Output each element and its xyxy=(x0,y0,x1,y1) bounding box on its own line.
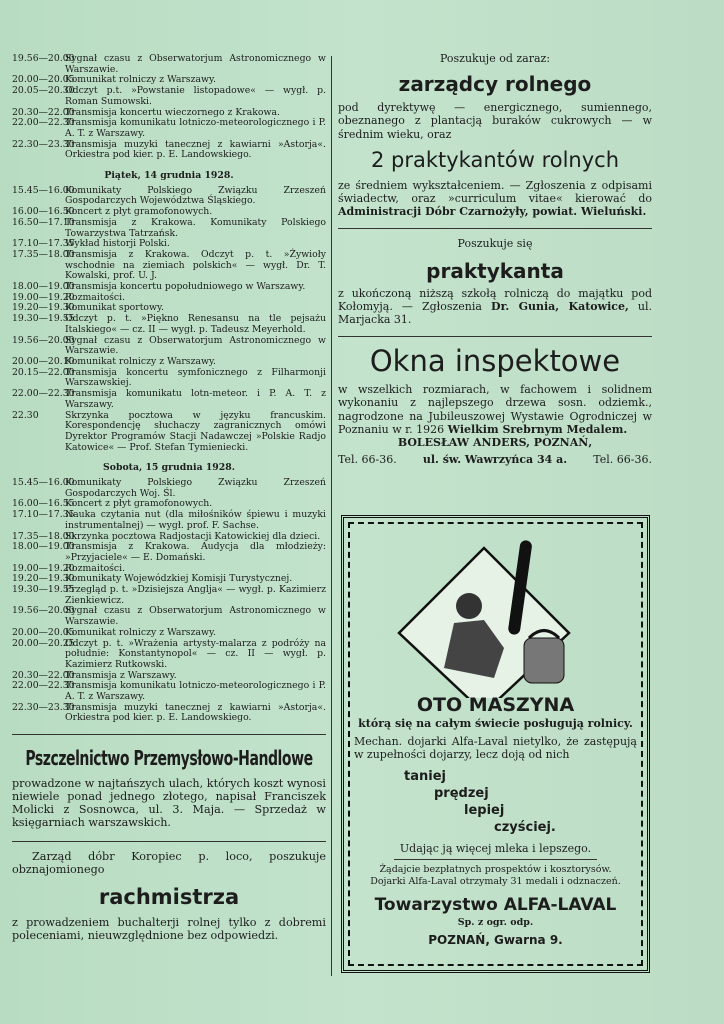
ad-alfa-laval-text xyxy=(354,693,637,948)
program-time: 15.45—16.00 xyxy=(12,477,75,489)
program-description: Transmisja z Krakowa. Komunikaty Polskiego Towarzystwa Tatrzańsk. xyxy=(65,216,326,239)
program-entry xyxy=(12,336,326,357)
program-description: Komunikat rolniczy z Warszawy. xyxy=(65,355,216,367)
program-time: 19.30—19.55 xyxy=(12,313,75,325)
program-description: Wykład historji Polski. xyxy=(65,238,170,250)
ad-alfa-sp: Sp. z ogr. odp. xyxy=(457,917,534,928)
radio-program-column xyxy=(12,54,326,942)
program-time: 19.20—19.30 xyxy=(12,302,75,314)
program-entry xyxy=(12,186,326,207)
program-description: Rozmaitości. xyxy=(65,562,126,574)
ad-windows-tel-left: Tel. 66-36. xyxy=(338,453,397,467)
farmer-head-icon xyxy=(456,593,482,619)
divider xyxy=(12,734,326,735)
milking-machine-illustration xyxy=(344,528,647,698)
ad-alfa-laval xyxy=(341,515,650,973)
program-entry xyxy=(12,606,326,627)
program-entry xyxy=(12,218,326,239)
program-description: Sygnał czasu z Obserwatorjum Astronomicznego w Warszawie. xyxy=(65,334,326,357)
ad-windows-medal: Wielkim Srebrnym Medalem. xyxy=(447,422,628,436)
program-entry xyxy=(12,140,326,161)
program-time: 18.00—19.00 xyxy=(12,281,75,293)
program-description: Koncert z płyt gramofonowych. xyxy=(65,498,213,510)
ad-windows xyxy=(338,343,652,466)
ad-farm-title1: zarządcy rolnego xyxy=(398,72,592,97)
program-time: 16.50—17.10 xyxy=(12,216,75,228)
program-list-day2 xyxy=(12,186,326,454)
ad-accountant-body: z prowadzeniem buchalterji rolnej tylko z dobremi poleceniami, nieuwzględnione bez odpowiedzi. xyxy=(12,916,326,943)
ad-trainee-intro: Poszukuje się xyxy=(457,237,533,251)
ad-windows-address: ul. św. Wawrzyńca 34 a. xyxy=(422,453,568,467)
ad-alfa-list-3: lepiej xyxy=(464,802,505,818)
program-description: Transmisja z Krakowa. Odczyt p. t. »Żywioły wschodnie na ziemiach polskich« — wygł. Dr. T. Kowalski, prof. U. J. xyxy=(65,248,326,282)
ad-trainee-body-text: z ukończoną niższą szkołą rolniczą do majątku pod Kołomyją. — Zgłoszenia xyxy=(338,286,652,313)
program-time: 20.30—22.00 xyxy=(12,669,75,681)
program-list-day3 xyxy=(12,478,326,724)
program-entry xyxy=(12,314,326,335)
program-time: 19.30—19.55 xyxy=(12,584,75,596)
program-description: Rozmaitości. xyxy=(65,291,126,303)
program-time: 19.56—20.00 xyxy=(12,334,75,346)
ad-trainee-body xyxy=(338,287,652,327)
program-time: 16.00—16.50 xyxy=(12,206,75,218)
ad-accountant xyxy=(12,850,326,942)
ad-trainee-title: praktykanta xyxy=(426,258,564,283)
ad-accountant-title: rachmistrza xyxy=(98,885,240,910)
program-time: 20.00—20.05 xyxy=(12,74,75,86)
program-entry xyxy=(12,411,326,454)
program-description: Odczyt p. t. »Wrażenia artysty-malarza z podróży na południe: Konstantynopol« — cz. II — wygł. p. Kazimierz Rutkowski. xyxy=(65,637,326,670)
program-description: Sygnał czasu z Obserwatorjum Astronomicznego w Warszawie. xyxy=(65,53,326,75)
ad-farm-manager xyxy=(338,52,652,218)
program-entry xyxy=(12,681,326,702)
milk-can-icon xyxy=(524,638,564,683)
ad-windows-tel-right: Tel. 66-36. xyxy=(593,453,652,467)
program-description: Transmisja koncertu symfonicznego z Filharmonji Warszawskiej. xyxy=(65,366,326,389)
program-description: Komunikaty Polskiego Związku Zrzeszeń Gospodarczych Woj. Śl. xyxy=(65,477,326,499)
program-description: Komunikat sportowy. xyxy=(65,302,164,314)
program-entry xyxy=(12,86,326,107)
ad-windows-company: BOLESŁAW ANDERS, POZNAŃ, xyxy=(397,436,593,450)
program-time: 20.05—20.30 xyxy=(12,85,75,97)
day-heading-friday: Piątek, 14 grudnia 1928. xyxy=(104,170,234,182)
program-time: 20.30—22.00 xyxy=(12,106,75,118)
program-time: 17.35—18.00 xyxy=(12,248,75,260)
ad-trainee xyxy=(338,237,652,326)
ad-farm-body1: pod dyrektywę — energicznego, sumiennego, obeznanego z plantacją buraków cukrowych — w średnim wieku, oraz xyxy=(338,101,652,141)
ad-farm-body2 xyxy=(338,179,652,219)
ad-alfa-list xyxy=(354,768,637,836)
program-entry xyxy=(12,478,326,499)
ad-accountant-intro: Zarząd dóbr Koropiec p. loco, poszukuje obznajomionego xyxy=(12,850,326,877)
ad-alfa-list-2: prędzej xyxy=(434,785,489,801)
ad-windows-body-text: w wszelkich rozmiarach, w fachowem i solidnem wykonaniu z najlepszego drzewa sosn. odziemk., nagrodzone na Jubileuszowej Wystawie Ogrodniczej w Poznaniu w r. 1926 xyxy=(338,383,652,436)
program-entry xyxy=(12,118,326,139)
ad-windows-body xyxy=(338,383,652,436)
program-list-day1 xyxy=(12,54,326,161)
program-description: Transmisja z Warszawy. xyxy=(65,669,177,681)
ads-column xyxy=(338,50,652,466)
divider xyxy=(12,841,326,842)
program-entry xyxy=(12,250,326,282)
ad-alfa-list-4: czyściej. xyxy=(494,819,556,835)
ad-beekeeping-body: prowadzone w najtańszych ulach, których koszt wynosi niewiele ponad jednego złotego, napisał Franciszek Molicki z Sosnowca, ul. 3. Maja. — Sprzedaż w księgarniach warszawskich. xyxy=(12,777,326,830)
ad-farm-body2-text: ze średniem wykształceniem. — Zgłoszenia z odpisami świadectw, oraz »curriculum vitae« kierować do xyxy=(338,178,652,206)
program-time: 20.00—20.05 xyxy=(12,626,75,638)
program-entry xyxy=(12,585,326,606)
ad-alfa-company: Towarzystwo ALFA-LAVAL xyxy=(374,895,617,915)
program-time: 22.00—22.30 xyxy=(12,388,75,400)
program-time: 22.00—22.30 xyxy=(12,117,75,129)
program-entry xyxy=(12,628,326,639)
ad-windows-title: Okna inspektowe xyxy=(369,344,621,379)
program-description: Transmisja komunikatu lotniczo-meteorologicznego i P. A. T. z Warszawy. xyxy=(65,117,326,139)
program-description: Nauka czytania nut (dla miłośników śpiewu i muzyki instrumentalnej) — wygł. prof. F. Sachse. xyxy=(65,509,326,531)
program-time: 17.10—17.35 xyxy=(12,509,75,521)
program-time: 15.45—16.00 xyxy=(12,184,75,196)
program-entry xyxy=(12,639,326,671)
program-entry xyxy=(12,389,326,410)
program-time: 19.56—20.00 xyxy=(12,605,75,617)
program-description: Skrzynka pocztowa w języku francuskim. Korespondencję słuchaczy zagranicznych omówi Dyrektor Programów Stacji Nadawczej »Polskie Radjo Katowice« — Prof. Stefan Tymieniecki. xyxy=(65,409,326,453)
program-time: 20.00—20.10 xyxy=(12,355,75,367)
program-time: 20.00—20.25 xyxy=(12,637,75,649)
ad-alfa-body: Mechan. dojarki Alfa-Laval nietylko, że zastępują w zupełności dojarzy, lecz doją od nich xyxy=(354,734,637,761)
program-description: Komunikaty Wojewódzkiej Komisji Turystycznej. xyxy=(65,573,293,585)
program-description: Odczyt p. t. »Piękno Renesansu na tle pejsażu Italskiego« — cz. II — wygł. p. Tadeusz Meyerhold. xyxy=(65,313,326,335)
divider xyxy=(394,859,597,860)
program-entry xyxy=(12,542,326,563)
ad-farm-title2: 2 praktykantów rolnych xyxy=(370,147,620,172)
program-description: Transmisja komunikatu lotn-meteor. i P. A. T. z Warszawy. xyxy=(65,388,326,410)
program-entry xyxy=(12,510,326,531)
program-entry xyxy=(12,703,326,724)
program-description: Odczyt p.t. »Powstanie listopadowe« — wygł. p. Roman Sumowski. xyxy=(65,85,326,107)
ad-alfa-req: Żądajcie bezpłatnych prospektów i kosztorysów. xyxy=(379,864,612,875)
ad-alfa-city: POZNAŃ, Gwarna 9. xyxy=(428,932,563,947)
program-description: Skrzynka pocztowa Radjostacji Katowickiej dla dzieci. xyxy=(65,530,321,542)
ad-alfa-medals: Dojarki Alfa-Laval otrzymały 31 medali i odznaczeń. xyxy=(370,876,621,887)
program-description: Koncert z płyt gramofonowych. xyxy=(65,206,213,218)
ad-alfa-headline: OTO MASZYNA xyxy=(416,694,575,716)
ad-trainee-street: ul. Marjacka 31. xyxy=(338,299,652,327)
program-time: 22.00—22.30 xyxy=(12,680,75,692)
program-description: Komunikat rolniczy z Warszawy. xyxy=(65,626,216,638)
divider xyxy=(338,228,652,229)
program-description: Transmisja muzyki tanecznej z kawiarni »Astorja«. Orkiestra pod kier. p. E. Landowskiego. xyxy=(65,701,326,724)
program-time: 16.00—16.55 xyxy=(12,498,75,510)
ad-beekeeping xyxy=(12,745,326,829)
program-description: Przegląd p. t. »Dzisiejsza Anglja« — wygł. p. Kazimierz Zienkiewicz. xyxy=(65,584,326,606)
day-heading-saturday: Sobota, 15 grudnia 1928. xyxy=(103,462,235,474)
divider xyxy=(338,336,652,337)
ad-trainee-address: Dr. Gunia, Katowice, xyxy=(491,299,629,313)
ad-alfa-list-1: taniej xyxy=(404,768,446,784)
column-divider xyxy=(331,56,332,976)
program-time: 22.30—23.30 xyxy=(12,138,75,150)
ad-beekeeping-title: Pszczelnictwo Przemysłowo-Handlowe xyxy=(25,746,313,771)
program-time: 18.00—19.00 xyxy=(12,541,75,553)
program-description: Sygnał czasu z Obserwatorjum Astronomicznego w Warszawie. xyxy=(65,605,326,628)
program-description: Transmisja koncertu wieczornego z Krakowa. xyxy=(65,106,280,118)
ad-windows-contact xyxy=(338,453,652,466)
ad-farm-body2-address: Administracji Dóbr Czarnożyły, powiat. Wieluński. xyxy=(338,205,647,219)
program-time: 17.10—17.35 xyxy=(12,238,75,250)
program-description: Komunikaty Polskiego Związku Zrzeszeń Gospodarczych Województwa Śląskiego. xyxy=(65,184,326,207)
program-description: Transmisja komunikatu lotniczo-meteorologicznego i P. A. T. z Warszawy. xyxy=(65,680,326,703)
program-time: 19.20—19.30 xyxy=(12,573,75,585)
program-description: Komunikat rolniczy z Warszawy. xyxy=(65,74,216,86)
program-entry xyxy=(12,368,326,389)
program-time: 19.00—19.20 xyxy=(12,562,75,574)
program-entry xyxy=(12,54,326,75)
program-time: 17.35—18.00 xyxy=(12,530,75,542)
program-time: 22.30 xyxy=(12,409,39,421)
program-time: 19.56—20.00 xyxy=(12,53,75,64)
program-time: 22.30—23.30 xyxy=(12,701,75,713)
ad-farm-intro: Poszukuje od zaraz: xyxy=(439,52,551,65)
program-description: Transmisja koncertu popołudniowego w Warszawy. xyxy=(65,281,306,293)
program-time: 20.15—22.00 xyxy=(12,366,75,378)
program-description: Transmisja z Krakowa. Audycja dla młodzieży: »Przyjaciele« — E. Domański. xyxy=(65,541,326,563)
program-time: 19.00—19.20 xyxy=(12,291,75,303)
ad-alfa-more: Udając ją więcej mleka i lepszego. xyxy=(399,841,592,855)
program-description: Transmisja muzyki tanecznej z kawiarni »Astorja«. Orkiestra pod kier. p. E. Landowskiego. xyxy=(65,138,326,161)
ad-alfa-sub: którą się na całym świecie posługują rolnicy. xyxy=(358,717,633,730)
